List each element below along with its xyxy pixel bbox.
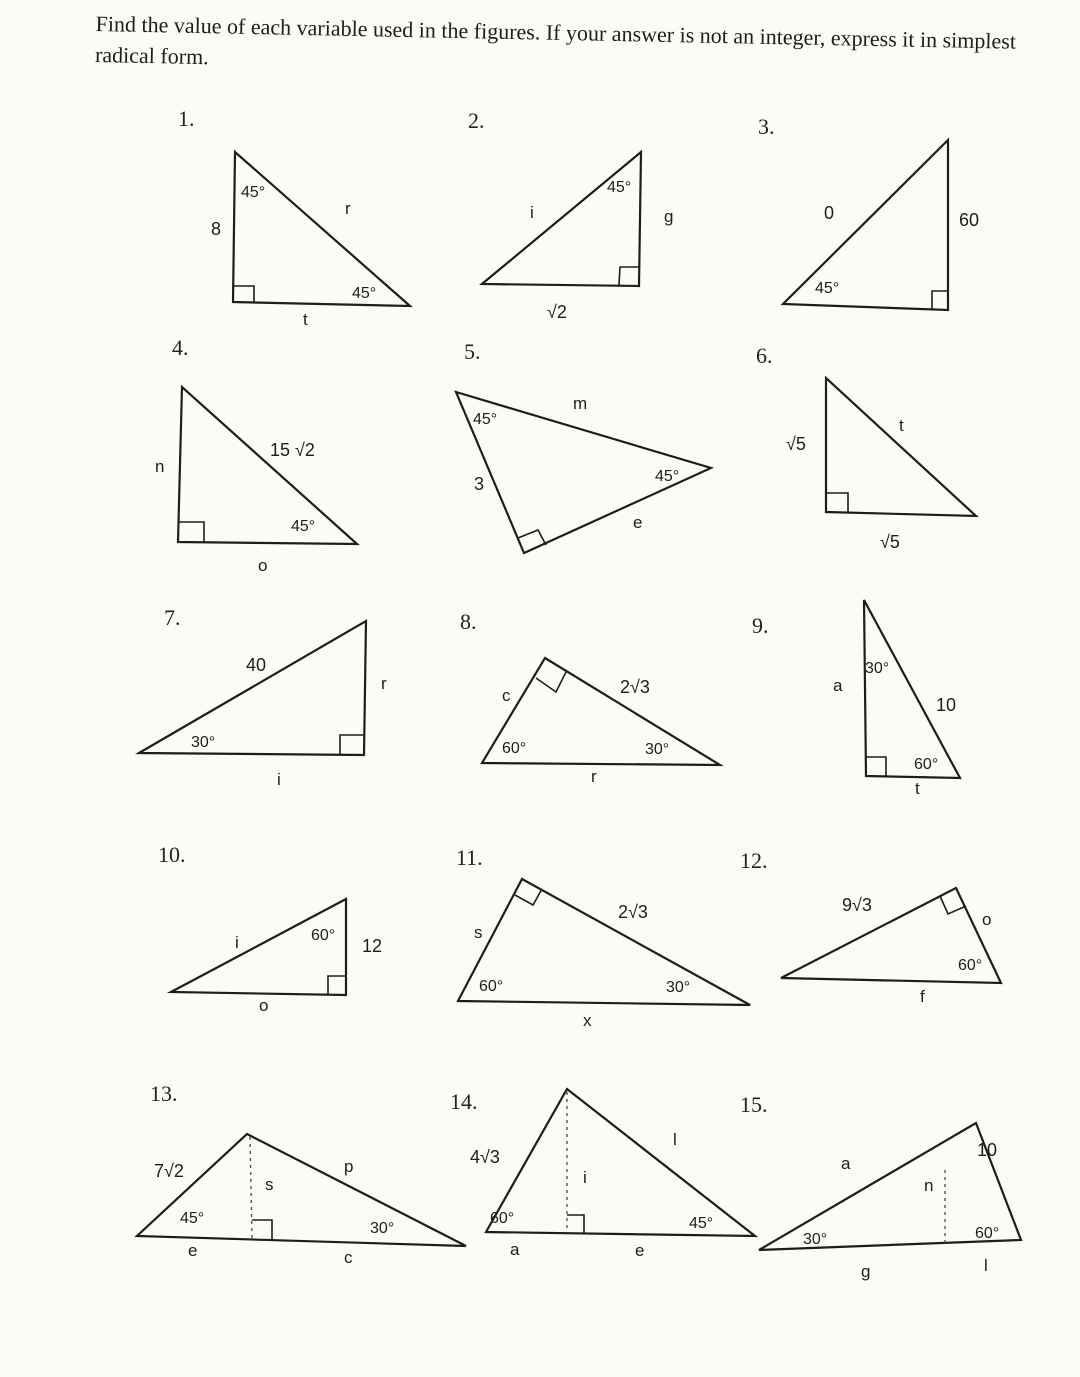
side-label: 3 (474, 474, 485, 494)
side-label: √2 (547, 302, 567, 322)
side-label: 9√3 (842, 895, 872, 915)
problem-number: 4. (172, 335, 189, 360)
side-label: 10 (936, 695, 957, 715)
side-label: f (920, 987, 925, 1006)
triangle-figure-5 (456, 392, 711, 553)
side-label: 4√3 (470, 1147, 500, 1167)
triangle-figure-8 (482, 658, 720, 786)
side-label: 10 (977, 1140, 998, 1160)
problem-number: 10. (158, 842, 186, 867)
side-label: e (635, 1241, 645, 1260)
side-label: 12 (362, 936, 383, 956)
triangle-figure-3 (783, 140, 979, 310)
angle-label: 60° (975, 1225, 1000, 1242)
triangle-figure-15 (759, 1123, 1021, 1281)
angle-label: 60° (479, 978, 504, 995)
angle-label: 30° (803, 1231, 828, 1248)
problem-number: 13. (150, 1081, 178, 1106)
angle-label: 45° (180, 1210, 205, 1227)
side-label: 60 (959, 210, 980, 230)
side-label: t (899, 416, 904, 435)
triangle-figure-10 (171, 899, 382, 1015)
side-label: m (573, 394, 588, 413)
problem-number: 6. (756, 343, 773, 368)
angle-label: 45° (655, 468, 680, 485)
angle-label: 45° (352, 285, 377, 302)
angle-label: 30° (191, 734, 216, 751)
angle-label: 45° (291, 518, 316, 535)
side-label: 7√2 (154, 1161, 184, 1181)
triangle-figure-11 (458, 879, 750, 1030)
triangle-figure-7 (139, 621, 387, 789)
side-label: p (344, 1157, 354, 1176)
angle-label: 30° (666, 979, 691, 996)
triangle-figure-6 (786, 378, 976, 552)
triangle-figure-4 (155, 387, 357, 575)
side-label: 2√3 (618, 902, 648, 922)
side-label: √5 (880, 532, 900, 552)
side-label: i (277, 770, 281, 789)
side-label: e (188, 1241, 198, 1260)
side-label: r (345, 199, 351, 218)
problem-number: 9. (752, 613, 769, 638)
side-label: n (924, 1176, 934, 1195)
side-label: n (155, 457, 165, 476)
instructions-text: Find the value of each variable used in the figures. If your answer is not an integer, express it in simplest radical form. (94, 10, 1017, 70)
side-label: a (510, 1240, 520, 1259)
triangle-figure-13 (137, 1134, 466, 1267)
side-label: √5 (786, 434, 806, 454)
side-label: 40 (246, 655, 267, 675)
angle-label: 30° (370, 1220, 395, 1237)
problem-number: 14. (450, 1089, 478, 1114)
triangle-figure-2 (482, 152, 673, 322)
side-label: t (915, 779, 920, 798)
problem-number: 7. (164, 605, 181, 630)
problem-number: 8. (460, 609, 477, 634)
angle-label: 30° (645, 741, 670, 758)
side-label: i (583, 1168, 587, 1187)
angle-label: 45° (473, 411, 498, 428)
angle-label: 45° (607, 179, 632, 196)
side-label: c (502, 686, 511, 705)
side-label: g (861, 1262, 871, 1281)
side-label: x (583, 1011, 592, 1030)
side-label: c (344, 1248, 353, 1267)
side-label: a (841, 1154, 851, 1173)
problem-number: 11. (456, 845, 483, 870)
side-label: t (303, 310, 308, 329)
angle-label: 60° (502, 740, 527, 757)
side-label: g (664, 207, 674, 226)
side-label: 8 (211, 219, 222, 239)
problem-number: 15. (740, 1092, 768, 1117)
side-label: i (235, 933, 239, 952)
side-label: r (591, 767, 597, 786)
side-label: a (833, 676, 843, 695)
angle-label: 45° (689, 1215, 714, 1232)
side-label: r (381, 674, 387, 693)
side-label: s (265, 1175, 274, 1194)
angle-label: 30° (865, 660, 890, 677)
triangle-figure-1 (211, 152, 410, 329)
angle-label: 45° (241, 184, 266, 201)
side-label: i (530, 203, 534, 222)
side-label: s (474, 923, 483, 942)
side-label: l (673, 1130, 677, 1149)
side-label: l (984, 1256, 988, 1275)
side-label: 0 (824, 203, 835, 223)
problem-number: 1. (178, 106, 195, 131)
problem-number: 2. (468, 108, 485, 133)
angle-label: 60° (490, 1210, 515, 1227)
problem-number: 5. (464, 339, 481, 364)
side-label: 2√3 (620, 677, 650, 697)
side-label: o (258, 556, 268, 575)
angle-label: 45° (815, 280, 840, 297)
problem-number: 12. (740, 848, 768, 873)
triangle-figure-14 (470, 1089, 755, 1260)
angle-label: 60° (914, 756, 939, 773)
angle-label: 60° (311, 927, 336, 944)
problem-number: 3. (758, 114, 775, 139)
angle-label: 60° (958, 957, 983, 974)
side-label: o (259, 996, 269, 1015)
triangle-figure-12 (781, 888, 1001, 1006)
triangle-figure-9 (833, 600, 960, 798)
side-label: e (633, 513, 643, 532)
side-label: o (982, 910, 992, 929)
side-label: 15 √2 (270, 440, 315, 460)
